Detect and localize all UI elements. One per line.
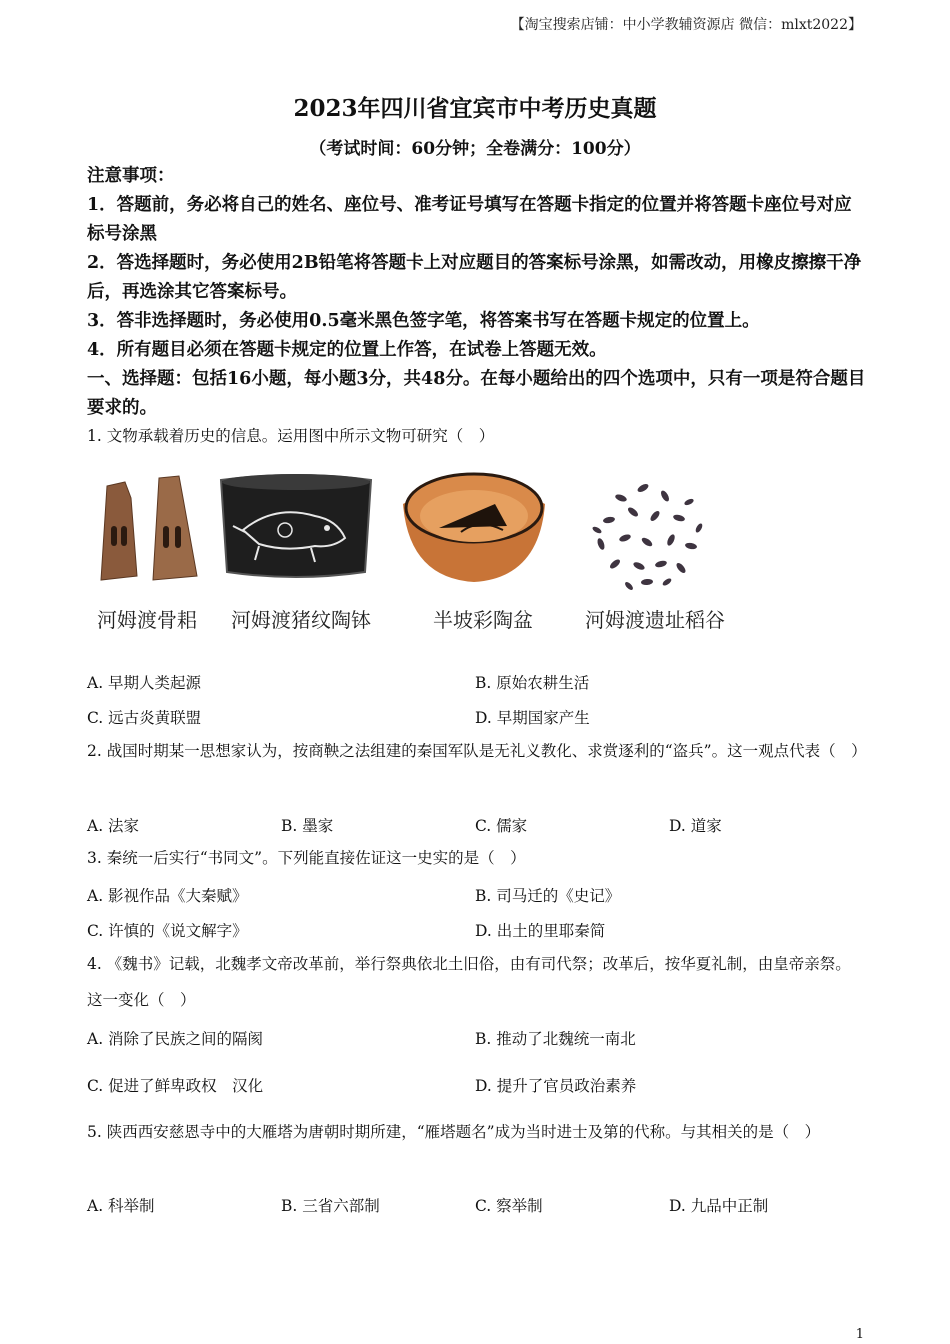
question-1-stem: 1. 文物承载着历史的信息。运用图中所示文物可研究（ ） (87, 427, 495, 445)
question-5-option-d[interactable]: D. 九品中正制 (669, 1197, 769, 1215)
notice-heading: 注意事项： (87, 166, 175, 186)
notice-item: 1．答题前，务必将自己的姓名、座位号、准考证号填写在答题卡指定的位置并将答题卡座位号对应标号涂黑 (87, 195, 852, 244)
page-title: 2023年四川省宜宾市中考历史真题 (293, 95, 657, 122)
question-3-option-c[interactable]: C. 许慎的《说文解字》 (87, 922, 248, 940)
figure-caption: 河姆渡遗址稻谷 (585, 608, 725, 632)
question-3-stem: 3. 秦统一后实行“书同文”。下列能直接佐证这一史实的是（ ） (87, 849, 526, 867)
question-3-option-a[interactable]: A. 影视作品《大秦赋》 (87, 887, 248, 905)
question-5-option-b[interactable]: B. 三省六部制 (281, 1197, 380, 1215)
bone-spade-icon (93, 468, 201, 587)
question-1-option-b[interactable]: B. 原始农耕生活 (475, 674, 590, 692)
page-number: 1 (855, 1327, 864, 1342)
question-2-option-a[interactable]: A. 法家 (87, 817, 140, 835)
question-4-option-b[interactable]: B. 推动了北魏统一南北 (475, 1030, 636, 1048)
question-1-option-d[interactable]: D. 早期国家产生 (475, 709, 590, 727)
question-2-option-d[interactable]: D. 道家 (669, 817, 722, 835)
rice-grain-icon (581, 468, 711, 597)
question-1-option-a[interactable]: A. 早期人类起源 (87, 674, 202, 692)
question-3-option-b[interactable]: B. 司马迁的《史记》 (475, 887, 621, 905)
question-4-stem: 4. 《魏书》记载，北魏孝文帝改革前，举行祭典依北土旧俗，由有司代祭；改革后，按华夏礼制，由皇帝亲祭。这一变化（ ） (87, 955, 851, 1009)
question-5-option-a[interactable]: A. 科举制 (87, 1197, 155, 1215)
watermark: 【淘宝搜索店铺：中小学教辅资源店 微信：mlxt2022】 (510, 17, 862, 33)
question-4-option-d[interactable]: D. 提升了官员政治素养 (475, 1077, 637, 1095)
question-2-stem: 2. 战国时期某一思想家认为，按商鞅之法组建的秦国军队是无礼义教化、求赏逐利的“盗兵”。这一观点代表（ ） (87, 742, 867, 760)
section-heading: 一、选择题：包括16小题，每小题3分，共48分。在每小题给出的四个选项中，只有一项是符合题目要求的。 (87, 369, 866, 418)
question-5-stem: 5. 陕西西安慈恩寺中的大雁塔为唐朝时期所建，“雁塔题名”成为当时进士及第的代称。与其相关的是（ ） (87, 1123, 821, 1141)
question-4-option-a[interactable]: A. 消除了民族之间的隔阂 (87, 1030, 264, 1048)
question-3-option-d[interactable]: D. 出土的里耶秦简 (475, 922, 606, 940)
question-2-option-b[interactable]: B. 墨家 (281, 817, 334, 835)
question-5-option-c[interactable]: C. 察举制 (475, 1197, 543, 1215)
figure-caption: 河姆渡猪纹陶钵 (231, 608, 371, 632)
exam-info: （考试时间：60分钟；全卷满分：100分） (309, 139, 641, 159)
notice-item: 3．答非选择题时，务必使用0.5毫米黑色签字笔，将答案书写在答题卡规定的位置上。 (87, 311, 760, 331)
figure-caption: 河姆渡骨耜 (97, 608, 197, 632)
painted-pottery-basin-icon (399, 468, 549, 587)
notice-item: 2．答选择题时，务必使用2B铅笔将答题卡上对应题目的答案标号涂黑，如需改动，用橡皮擦擦干净后，再选涂其它答案标号。 (87, 253, 862, 302)
question-4-option-c[interactable]: C. 促进了鲜卑政权 汉化 (87, 1077, 264, 1095)
question-1-figures (87, 468, 767, 638)
question-1-option-c[interactable]: C. 远古炎黄联盟 (87, 709, 202, 727)
figure-caption: 半坡彩陶盆 (433, 608, 533, 632)
pig-pattern-bowl-icon (215, 468, 377, 587)
question-2-option-c[interactable]: C. 儒家 (475, 817, 528, 835)
notice-block (87, 162, 867, 423)
notice-item: 4．所有题目必须在答题卡规定的位置上作答，在试卷上答题无效。 (87, 340, 607, 360)
